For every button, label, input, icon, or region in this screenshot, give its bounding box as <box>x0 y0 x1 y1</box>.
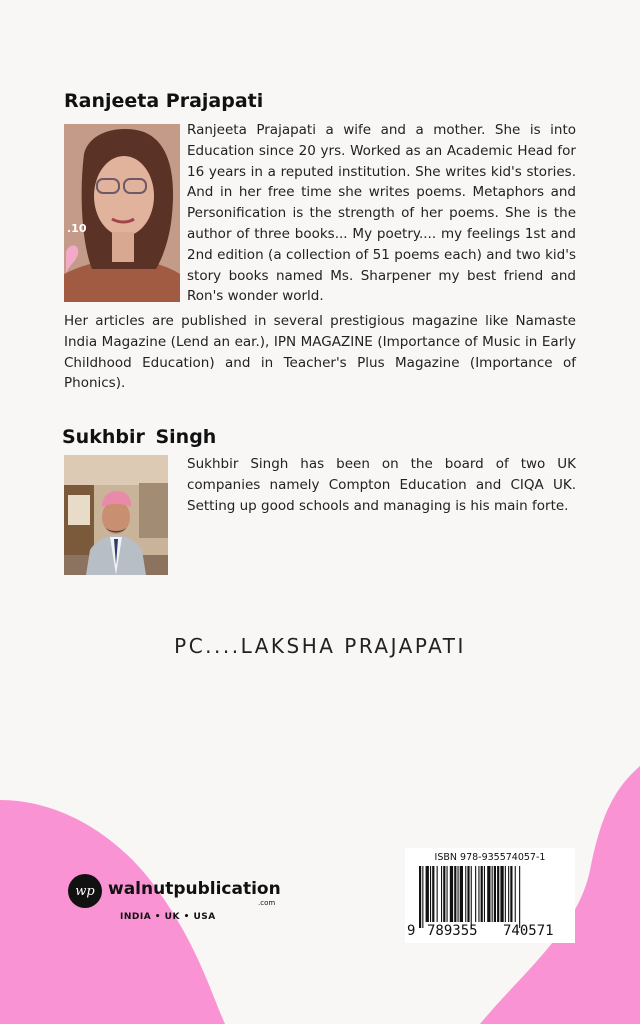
barcode-bar <box>426 866 429 922</box>
barcode-bar <box>443 866 445 922</box>
barcode-bar <box>471 866 472 928</box>
author2-name: Sukhbir Singh <box>62 426 217 448</box>
author1-name: Ranjeeta Prajapati <box>64 90 264 112</box>
publisher-mark-icon: wp <box>68 874 102 908</box>
author1-photo-overlay: .10 <box>67 222 87 235</box>
barcode-bar <box>494 866 496 922</box>
barcode-bar <box>487 866 490 922</box>
barcode-bar <box>460 866 463 922</box>
barcode-bar <box>497 866 499 922</box>
barcode-bar <box>515 866 516 922</box>
author2-bio: Sukhbir Singh has been on the board of two UK companies namely Compton Education and CIQA UK. Setting up good schools and managing is his main forte. <box>187 456 576 514</box>
barcode-bar <box>419 866 421 928</box>
author2-photo <box>64 455 168 575</box>
barcode-bar <box>447 866 448 922</box>
barcode-bar <box>422 866 423 928</box>
author1-bio-bottom: Her articles are published in several prestigious magazine like Namaste India Magazine (Lend an ear.), IPN MAGAZINE (Importance of Music in Early Childhood Education) and in Teacher's Plus Magazine (Importance of Phonics). <box>64 313 576 392</box>
publisher-name: walnutpublication <box>108 879 281 899</box>
publisher-countries: INDIA • UK • USA <box>120 912 216 922</box>
barcode-bar <box>432 866 434 922</box>
barcode-bar <box>465 866 466 922</box>
publisher-domain: .com <box>258 899 276 907</box>
barcode-bar <box>478 866 479 922</box>
barcode-bar <box>454 866 456 922</box>
author1-photo <box>64 124 180 302</box>
barcode-bar <box>492 866 493 922</box>
photo-credit: PC....LAKSHA PRAJAPATI <box>174 634 466 658</box>
barcode-bar <box>437 866 438 922</box>
barcode-bar <box>500 866 503 922</box>
barcode-bar <box>441 866 442 922</box>
barcode-bar <box>505 866 506 922</box>
isbn-label: ISBN 978-935574057-1 <box>434 852 546 863</box>
barcode-bar <box>481 866 483 922</box>
isbn-digits-left: 789355 <box>427 923 478 939</box>
barcode-bar <box>450 866 453 922</box>
barcode-bar <box>484 866 485 922</box>
barcode-bar <box>510 866 512 922</box>
barcode-bar <box>467 866 469 922</box>
barcode-bar <box>430 866 431 922</box>
barcode-bar <box>508 866 509 922</box>
isbn-barcode-block <box>405 848 575 943</box>
isbn-digit-first: 9 <box>407 923 416 939</box>
author1-bio-top: Ranjeeta Prajapati a wife and a mother. She is into Education since 20 yrs. Worked as an Academic Head for 16 years in a reputed institution. She writes kid's stories. And in her free time she writes poems. Metaphors and Personification is the strength of her poems. She is the author of three books... My poetry.... my feelings 1st and 2nd edition (a collection of 51 poems each) and two kid's story books named Ms. Sharpener my best friend and Ron's wonder world. <box>187 122 576 305</box>
barcode-bar <box>458 866 459 922</box>
barcode-bar <box>475 866 476 922</box>
barcode-bar <box>519 866 520 928</box>
isbn-digits-right: 740571 <box>503 923 554 939</box>
